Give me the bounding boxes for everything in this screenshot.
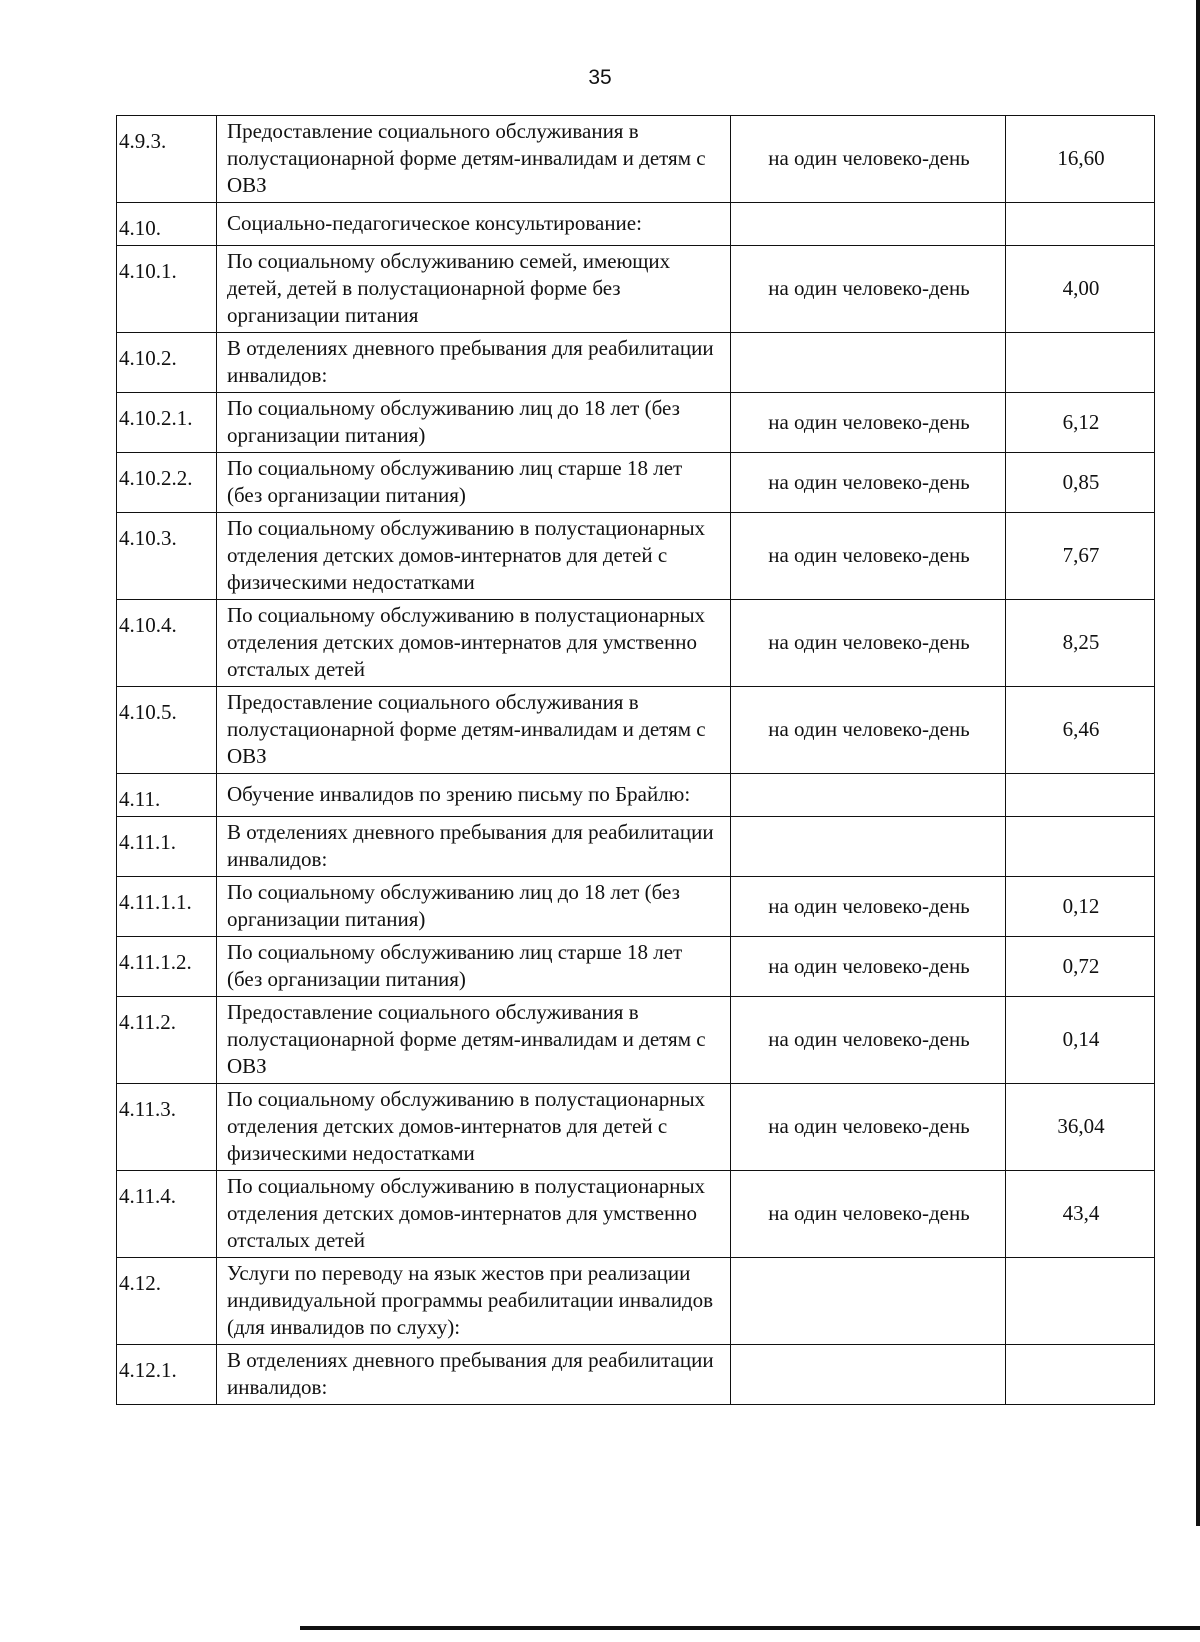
table-row — [117, 600, 1155, 687]
row-description: Обучение инвалидов по зрению письму по Брайлю: — [217, 774, 731, 817]
row-description: По социальному обслуживанию лиц старше 18 лет (без организации питания) — [217, 453, 731, 513]
row-description: По социальному обслуживанию в полустационарных отделения детских домов-интернатов для детей с физическими недостатками — [217, 513, 731, 600]
row-description: Предоставление социального обслуживания в полустационарной форме детям-инвалидам и детям с ОВЗ — [217, 116, 731, 203]
row-description: В отделениях дневного пребывания для реабилитации инвалидов: — [217, 817, 731, 877]
row-number: 4.9.3. — [117, 116, 217, 203]
table-row — [117, 333, 1155, 393]
row-value: 36,04 — [1006, 1084, 1155, 1171]
row-unit: на один человеко-день — [731, 937, 1006, 997]
table-row — [117, 1345, 1155, 1405]
row-description: По социальному обслуживанию в полустационарных отделения детских домов-интернатов для детей с физическими недостатками — [217, 1084, 731, 1171]
row-unit — [731, 1345, 1006, 1405]
row-value: 16,60 — [1006, 116, 1155, 203]
row-number: 4.11.1. — [117, 817, 217, 877]
row-description: Социально-педагогическое консультирование: — [217, 203, 731, 246]
row-unit: на один человеко-день — [731, 1171, 1006, 1258]
row-description: Предоставление социального обслуживания в полустационарной форме детям-инвалидам и детям с ОВЗ — [217, 687, 731, 774]
row-value — [1006, 333, 1155, 393]
row-number: 4.11.3. — [117, 1084, 217, 1171]
row-number: 4.10.1. — [117, 246, 217, 333]
row-number: 4.11.4. — [117, 1171, 217, 1258]
row-number: 4.10. — [117, 203, 217, 246]
table-row — [117, 687, 1155, 774]
scan-edge-bottom — [300, 1626, 1200, 1630]
row-value — [1006, 774, 1155, 817]
row-number: 4.10.4. — [117, 600, 217, 687]
page-number: 35 — [588, 66, 612, 89]
row-value: 6,12 — [1006, 393, 1155, 453]
row-description: По социальному обслуживанию в полустационарных отделения детских домов-интернатов для умственно отсталых детей — [217, 600, 731, 687]
row-value: 43,4 — [1006, 1171, 1155, 1258]
row-unit: на один человеко-день — [731, 687, 1006, 774]
row-number: 4.11. — [117, 774, 217, 817]
row-number: 4.11.1.2. — [117, 937, 217, 997]
row-description: По социальному обслуживанию семей, имеющих детей, детей в полустационарной форме без организации питания — [217, 246, 731, 333]
row-value: 7,67 — [1006, 513, 1155, 600]
scan-edge-right — [1196, 0, 1200, 1526]
row-unit: на один человеко-день — [731, 116, 1006, 203]
table-row — [117, 997, 1155, 1084]
row-description: По социальному обслуживанию в полустационарных отделения детских домов-интернатов для умственно отсталых детей — [217, 1171, 731, 1258]
row-value — [1006, 817, 1155, 877]
row-value: 0,72 — [1006, 937, 1155, 997]
row-number: 4.10.5. — [117, 687, 217, 774]
row-unit — [731, 203, 1006, 246]
row-number: 4.10.2.2. — [117, 453, 217, 513]
table-row — [117, 393, 1155, 453]
row-unit — [731, 817, 1006, 877]
row-unit: на один человеко-день — [731, 393, 1006, 453]
table-row — [117, 1084, 1155, 1171]
table-row — [117, 203, 1155, 246]
row-value — [1006, 1345, 1155, 1405]
row-value: 4,00 — [1006, 246, 1155, 333]
row-unit — [731, 1258, 1006, 1345]
row-unit — [731, 774, 1006, 817]
row-unit — [731, 333, 1006, 393]
row-number: 4.10.3. — [117, 513, 217, 600]
row-description: По социальному обслуживанию лиц старше 18 лет (без организации питания) — [217, 937, 731, 997]
table-row — [117, 774, 1155, 817]
table-row — [117, 877, 1155, 937]
row-unit: на один человеко-день — [731, 600, 1006, 687]
table-row — [117, 1258, 1155, 1345]
row-value: 6,46 — [1006, 687, 1155, 774]
table-row — [117, 513, 1155, 600]
row-unit: на один человеко-день — [731, 246, 1006, 333]
row-value — [1006, 203, 1155, 246]
row-unit: на один человеко-день — [731, 1084, 1006, 1171]
tariff-table — [116, 115, 1155, 1405]
row-description: В отделениях дневного пребывания для реабилитации инвалидов: — [217, 1345, 731, 1405]
row-number: 4.12.1. — [117, 1345, 217, 1405]
row-value — [1006, 1258, 1155, 1345]
row-value: 8,25 — [1006, 600, 1155, 687]
row-value: 0,14 — [1006, 997, 1155, 1084]
table-row — [117, 1171, 1155, 1258]
row-number: 4.12. — [117, 1258, 217, 1345]
row-number: 4.10.2. — [117, 333, 217, 393]
row-unit: на один человеко-день — [731, 997, 1006, 1084]
table-row — [117, 817, 1155, 877]
row-unit: на один человеко-день — [731, 877, 1006, 937]
row-description: По социальному обслуживанию лиц до 18 лет (без организации питания) — [217, 877, 731, 937]
row-description: По социальному обслуживанию лиц до 18 лет (без организации питания) — [217, 393, 731, 453]
row-number: 4.10.2.1. — [117, 393, 217, 453]
row-description: В отделениях дневного пребывания для реабилитации инвалидов: — [217, 333, 731, 393]
row-number: 4.11.2. — [117, 997, 217, 1084]
table-row — [117, 116, 1155, 203]
table-row — [117, 937, 1155, 997]
row-description: Услуги по переводу на язык жестов при реализации индивидуальной программы реабилитации инвалидов (для инвалидов по слуху): — [217, 1258, 731, 1345]
row-description: Предоставление социального обслуживания в полустационарной форме детям-инвалидам и детям с ОВЗ — [217, 997, 731, 1084]
row-value: 0,12 — [1006, 877, 1155, 937]
row-number: 4.11.1.1. — [117, 877, 217, 937]
row-unit: на один человеко-день — [731, 453, 1006, 513]
table-row — [117, 453, 1155, 513]
table-row — [117, 246, 1155, 333]
row-unit: на один человеко-день — [731, 513, 1006, 600]
row-value: 0,85 — [1006, 453, 1155, 513]
